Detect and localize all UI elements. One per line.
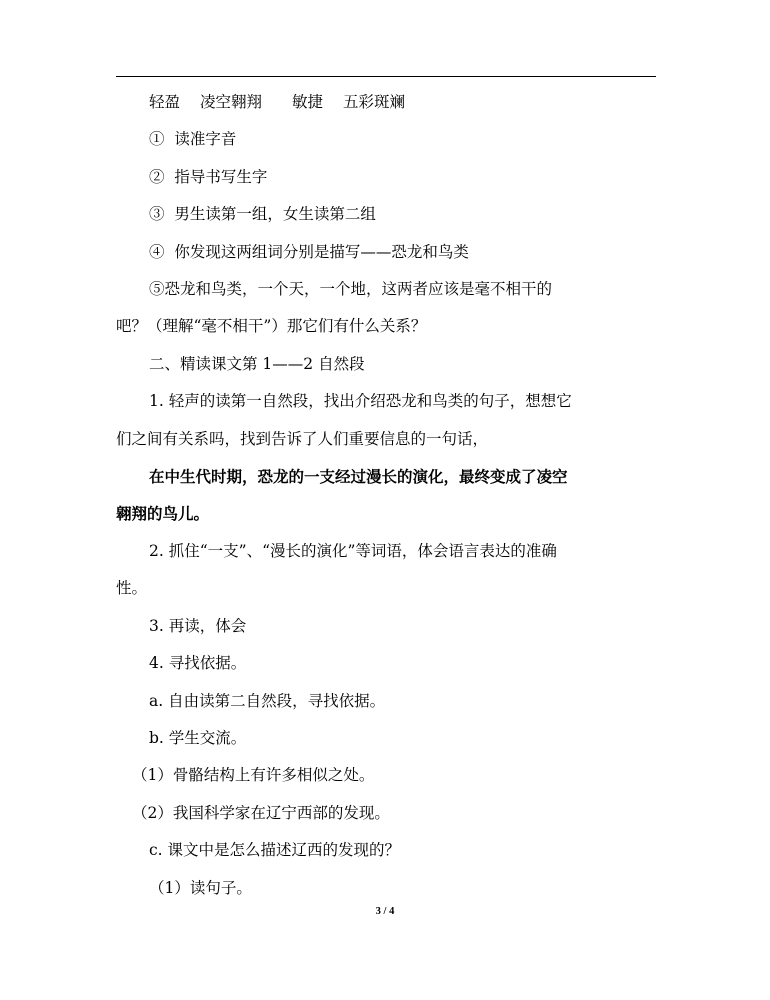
sub-item-1: （1）骨骼结构上有许多相似之处。 (132, 766, 375, 785)
step5-line2: 吧？（理解“毫不相干”）那它们有什么关系？ (116, 317, 427, 336)
sub-item-3: （1）读句子。 (149, 878, 252, 897)
key-sentence-line1: 在中生代时期，恐龙的一支经过漫长的演化，最终变成了凌空 (149, 467, 568, 487)
header-rule (116, 76, 656, 77)
item4c: c. 课文中是怎么描述辽西的发现的？ (149, 841, 401, 860)
section-title: 二、精读课文第 1——2 自然段 (149, 354, 365, 373)
step-text: 男生读第一组，女生读第二组 (174, 205, 376, 224)
step-number: ① (149, 130, 165, 149)
item4: 4. 寻找依据。 (149, 654, 247, 673)
vocab-word: 轻盈 (149, 93, 181, 111)
item4b: b. 学生交流。 (149, 728, 247, 747)
step-text: 读准字音 (174, 130, 237, 149)
step-number: ③ (149, 205, 165, 224)
page-number: 3 / 4 (375, 906, 395, 917)
vocab-line (116, 84, 656, 121)
step5-line1: ⑤恐龙和鸟类，一个天，一个地，这两者应该是毫不相干的 (149, 280, 553, 299)
step-item (116, 159, 656, 196)
item2-line1: 2. 抓住“一支”、“漫长的演化”等词语，体会语言表达的准确 (149, 541, 557, 560)
item1-line2: 们之间有关系吗，找到告诉了人们重要信息的一句话， (116, 429, 489, 448)
item1-line1: 1. 轻声的读第一自然段，找出介绍恐龙和鸟类的句子，想想它 (149, 392, 572, 411)
vocab-word: 五彩斑斓 (343, 93, 406, 111)
item3: 3. 再读，体会 (149, 616, 247, 635)
step-number: ② (149, 167, 165, 186)
key-sentence-line2: 翱翔的鸟儿。 (116, 504, 210, 524)
step-item (116, 121, 656, 158)
item2-line2: 性。 (116, 579, 148, 598)
item4a: a. 自由读第二自然段，寻找依据。 (149, 691, 386, 710)
step-text: 你发现这两组词分别是描写——恐龙和鸟类 (174, 242, 469, 261)
document-body (116, 84, 656, 907)
step-item (116, 234, 656, 271)
vocab-word: 凌空翱翔 (200, 93, 263, 111)
step-number: ④ (149, 242, 165, 261)
step-text: 指导书写生字 (174, 167, 268, 186)
step-item (116, 196, 656, 233)
vocab-word: 敏捷 (292, 93, 324, 111)
sub-item-2: （2）我国科学家在辽宁西部的发现。 (132, 803, 390, 822)
